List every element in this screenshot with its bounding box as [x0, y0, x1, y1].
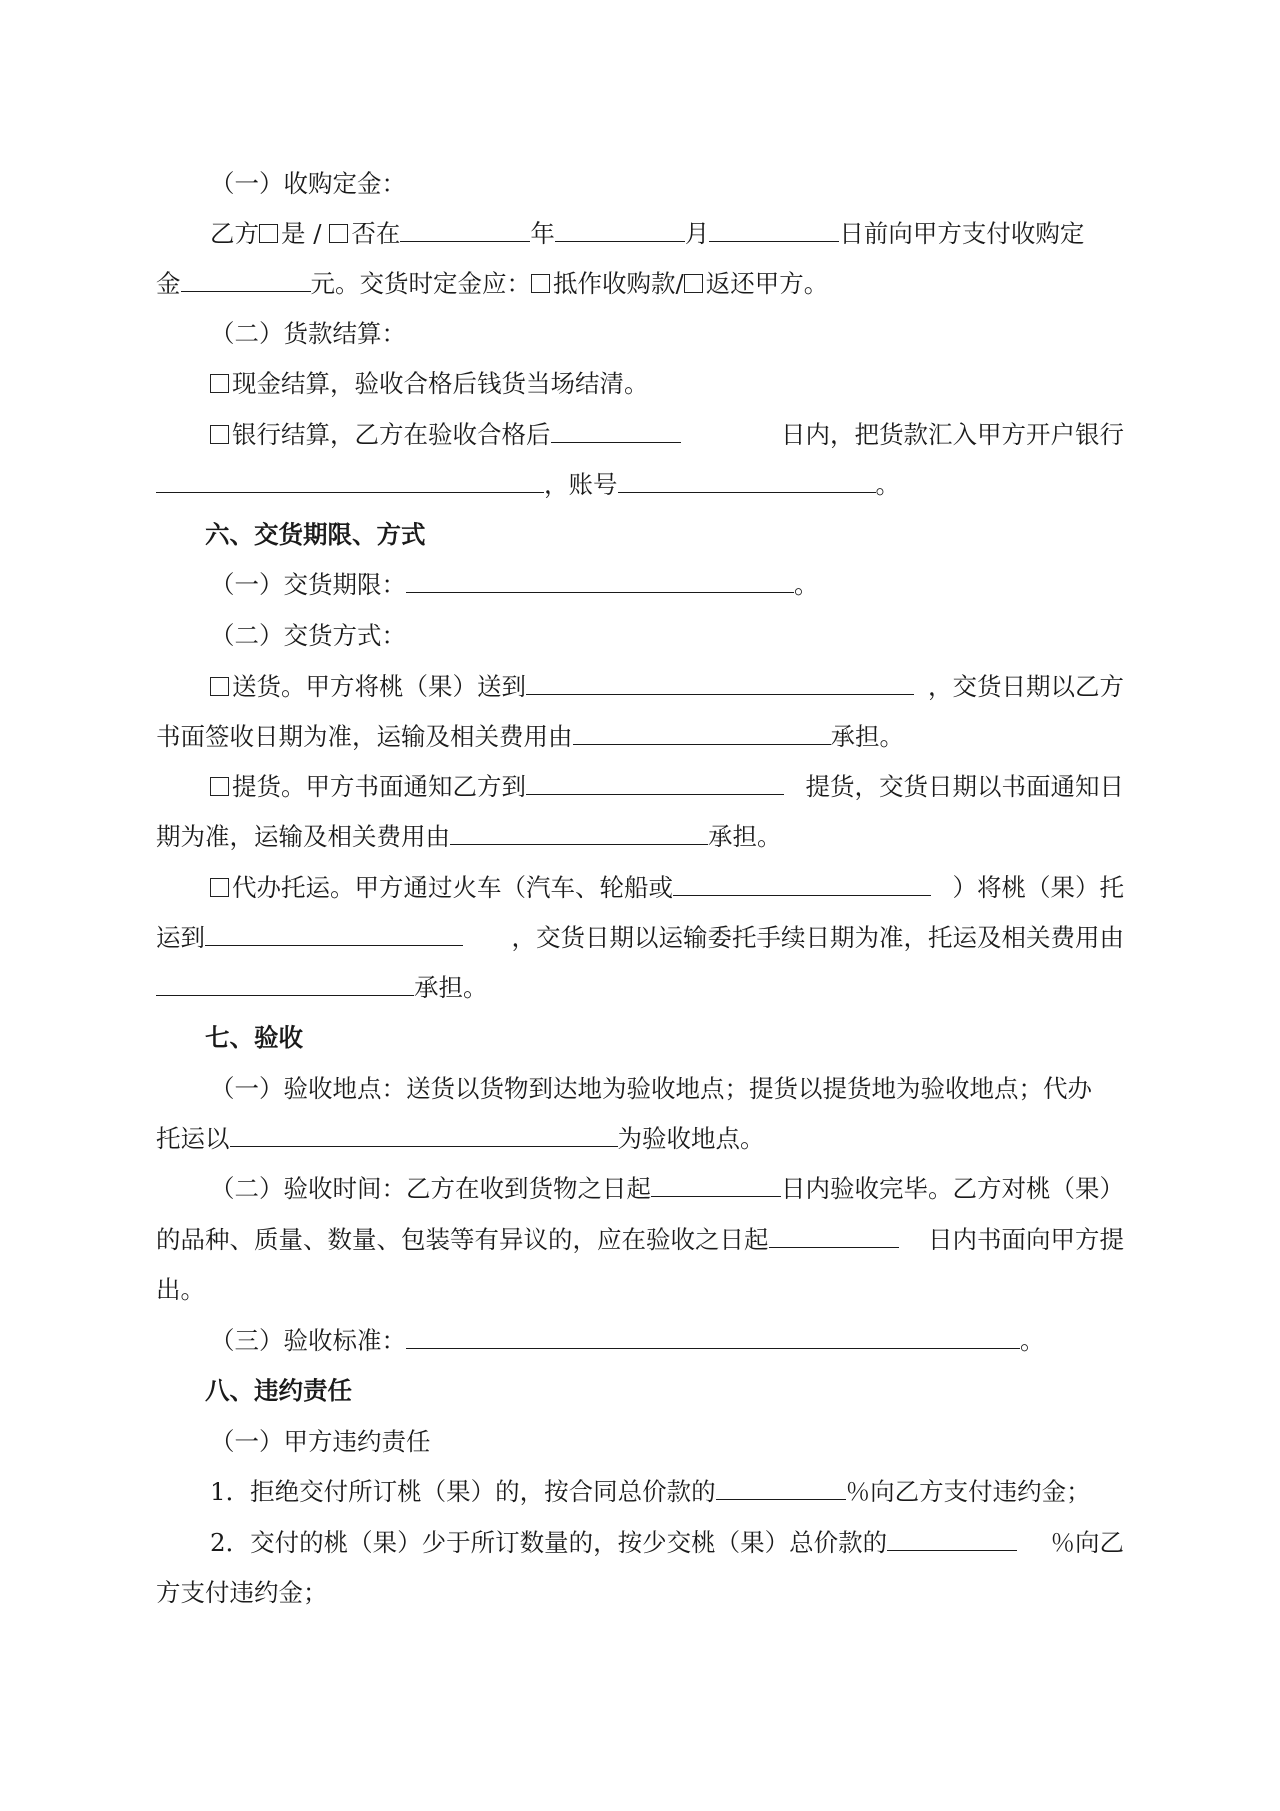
text-fragment: 承担。 — [414, 973, 488, 1002]
text-fragment: 送货。甲方将桃（果）送到 — [232, 672, 526, 701]
text-fragment: ，交货日期以运输委托手续日期为准，托运及相关费用由 — [511, 923, 1124, 952]
consign-line-3 — [156, 972, 488, 1004]
text-fragment: ，账号 — [544, 470, 618, 499]
blank-bank-days[interactable] — [551, 420, 681, 443]
blank-refusal-penalty-percent[interactable] — [716, 1477, 846, 1500]
pickup-line-2 — [156, 821, 782, 853]
text-fragment: 。 — [794, 570, 819, 599]
blank-delivery-cost-bearer[interactable] — [573, 722, 831, 745]
text-fragment: 承担。 — [708, 822, 782, 851]
checkbox-pickup[interactable] — [210, 777, 229, 796]
text-fragment: 。 — [1020, 1326, 1045, 1355]
text-fragment: 。 — [875, 470, 900, 499]
bank-account-line — [156, 469, 900, 501]
blank-consign-inspection-place[interactable] — [230, 1124, 618, 1147]
deposit-heading — [210, 168, 406, 200]
section-8-heading — [205, 1375, 352, 1407]
text-fragment: 提货。甲方书面通知乙方到 — [232, 772, 526, 801]
checkbox-bank-settlement[interactable] — [210, 425, 229, 444]
blank-day[interactable] — [709, 219, 839, 242]
section-6-heading — [205, 519, 426, 551]
section-6-title: 六、交货期限、方式 — [205, 520, 426, 549]
text-fragment: 出。 — [156, 1275, 205, 1304]
text-fragment: 提货，交货日期以书面通知日 — [805, 772, 1124, 801]
blank-pickup-cost-bearer[interactable] — [450, 822, 708, 845]
liability-item-2-line-2 — [156, 1577, 328, 1609]
text-fragment: 的品种、质量、数量、包装等有异议的，应在验收之日起 — [156, 1225, 769, 1254]
liability-item-2-line-1 — [210, 1527, 1124, 1559]
text-fragment: 2．交付的桃（果）少于所订数量的，按少交桃（果）总价款的 — [210, 1528, 888, 1557]
blank-year[interactable] — [400, 219, 530, 242]
text-fragment: 方支付违约金； — [156, 1578, 328, 1607]
delivery-method-text: （二）交货方式： — [210, 621, 406, 650]
delivery-line-2 — [156, 721, 904, 753]
text-fragment: （一）验收地点：送货以货物到达地为验收地点；提货以提货地为验收地点；代办 — [210, 1074, 1092, 1103]
blank-account-number[interactable] — [618, 470, 876, 493]
deposit-line-1 — [210, 218, 1084, 250]
inspection-time-line-1 — [210, 1173, 1124, 1205]
delivery-period-line — [210, 569, 819, 601]
text-fragment: 返还甲方。 — [705, 269, 829, 298]
text-fragment: 否在 — [351, 219, 401, 248]
blank-inspection-days[interactable] — [651, 1174, 781, 1197]
text-fragment: （一）交货期限： — [210, 570, 406, 599]
cash-settlement-line — [210, 368, 649, 400]
text-fragment: ，交货日期以乙方 — [928, 672, 1124, 701]
blank-bank-name[interactable] — [156, 470, 544, 493]
settlement-heading — [210, 318, 406, 350]
text-fragment: 现金结算，验收合格后钱货当场结清。 — [232, 369, 649, 398]
checkbox-delivery[interactable] — [210, 677, 229, 696]
inspection-place-line-2 — [156, 1123, 765, 1155]
checkbox-cash-settlement[interactable] — [210, 374, 229, 393]
text-fragment: ％向乙 — [1050, 1528, 1124, 1557]
text-fragment: 1．拒绝交付所订桃（果）的，按合同总价款的 — [210, 1477, 716, 1506]
bank-settlement-line — [210, 419, 1124, 451]
text-fragment: 日内，把货款汇入甲方开户银行 — [781, 420, 1124, 449]
text-fragment: 托运以 — [156, 1124, 230, 1153]
text-fragment: 乙方 — [210, 219, 259, 248]
inspection-time-line-3 — [156, 1274, 205, 1306]
text-fragment: ）将桃（果）托 — [952, 873, 1124, 902]
text-fragment: 元。交货时定金应： — [310, 269, 531, 298]
checkbox-no[interactable] — [329, 224, 348, 243]
checkbox-return-deposit[interactable] — [684, 274, 703, 293]
consign-line-1 — [210, 872, 1124, 904]
deposit-line-2 — [156, 268, 828, 300]
blank-delivery-period[interactable] — [406, 570, 794, 593]
text-fragment: 抵作收购款/ — [553, 269, 684, 298]
text-fragment: 书面签收日期为准，运输及相关费用由 — [156, 722, 573, 751]
blank-month[interactable] — [555, 219, 685, 242]
text-fragment: 银行结算，乙方在验收合格后 — [232, 420, 551, 449]
delivery-line-1 — [210, 671, 1124, 703]
text-fragment: （一）甲方违约责任 — [210, 1427, 431, 1456]
text-fragment: （二）验收时间：乙方在收到货物之日起 — [210, 1174, 651, 1203]
checkbox-offset-payment[interactable] — [531, 274, 550, 293]
text-fragment: 年 — [530, 219, 555, 248]
text-fragment: 运到 — [156, 923, 205, 952]
section-8-title: 八、违约责任 — [205, 1376, 352, 1405]
text-fragment: 日前向甲方支付收购定 — [839, 219, 1085, 248]
checkbox-consignment[interactable] — [210, 878, 229, 897]
blank-inspection-standard[interactable] — [406, 1326, 1020, 1349]
blank-shortage-penalty-percent[interactable] — [887, 1528, 1017, 1551]
text-fragment: 为验收地点。 — [617, 1124, 765, 1153]
section-7-heading — [205, 1022, 303, 1054]
text-fragment: 承担。 — [830, 722, 904, 751]
consign-line-2 — [156, 922, 1124, 954]
text-fragment: 代办托运。甲方通过火车（汽车、轮船或 — [232, 873, 673, 902]
blank-transport-mode[interactable] — [673, 873, 931, 896]
blank-objection-days[interactable] — [769, 1225, 899, 1248]
section-7-title: 七、验收 — [205, 1023, 303, 1052]
inspection-place-line-1 — [210, 1073, 1124, 1105]
settlement-heading-text: （二）货款结算： — [210, 319, 406, 348]
text-fragment: （三）验收标准： — [210, 1326, 406, 1355]
text-fragment: 期为准，运输及相关费用由 — [156, 822, 450, 851]
pickup-line-1 — [210, 771, 1124, 803]
delivery-method-heading — [210, 620, 406, 652]
checkbox-yes[interactable] — [259, 224, 278, 243]
text-fragment: 金 — [156, 269, 181, 298]
blank-consign-cost-bearer[interactable] — [156, 973, 414, 996]
blank-consign-destination[interactable] — [205, 923, 463, 946]
liability-item-1 — [210, 1476, 1091, 1508]
inspection-time-line-2 — [156, 1224, 1124, 1256]
text-fragment: 日内书面向甲方提 — [928, 1225, 1124, 1254]
text-fragment: 月 — [684, 219, 710, 248]
blank-pickup-place[interactable] — [526, 772, 784, 795]
blank-delivery-place[interactable] — [526, 672, 914, 695]
blank-deposit-amount[interactable] — [181, 269, 311, 292]
inspection-standard-line — [210, 1325, 1045, 1357]
deposit-heading-text: （一）收购定金： — [210, 169, 406, 198]
text-fragment: 是 / — [281, 219, 330, 248]
party-a-liability-heading — [210, 1426, 431, 1458]
text-fragment: 日内验收完毕。乙方对桃（果） — [781, 1174, 1124, 1203]
text-fragment: ％向乙方支付违约金； — [845, 1477, 1091, 1506]
